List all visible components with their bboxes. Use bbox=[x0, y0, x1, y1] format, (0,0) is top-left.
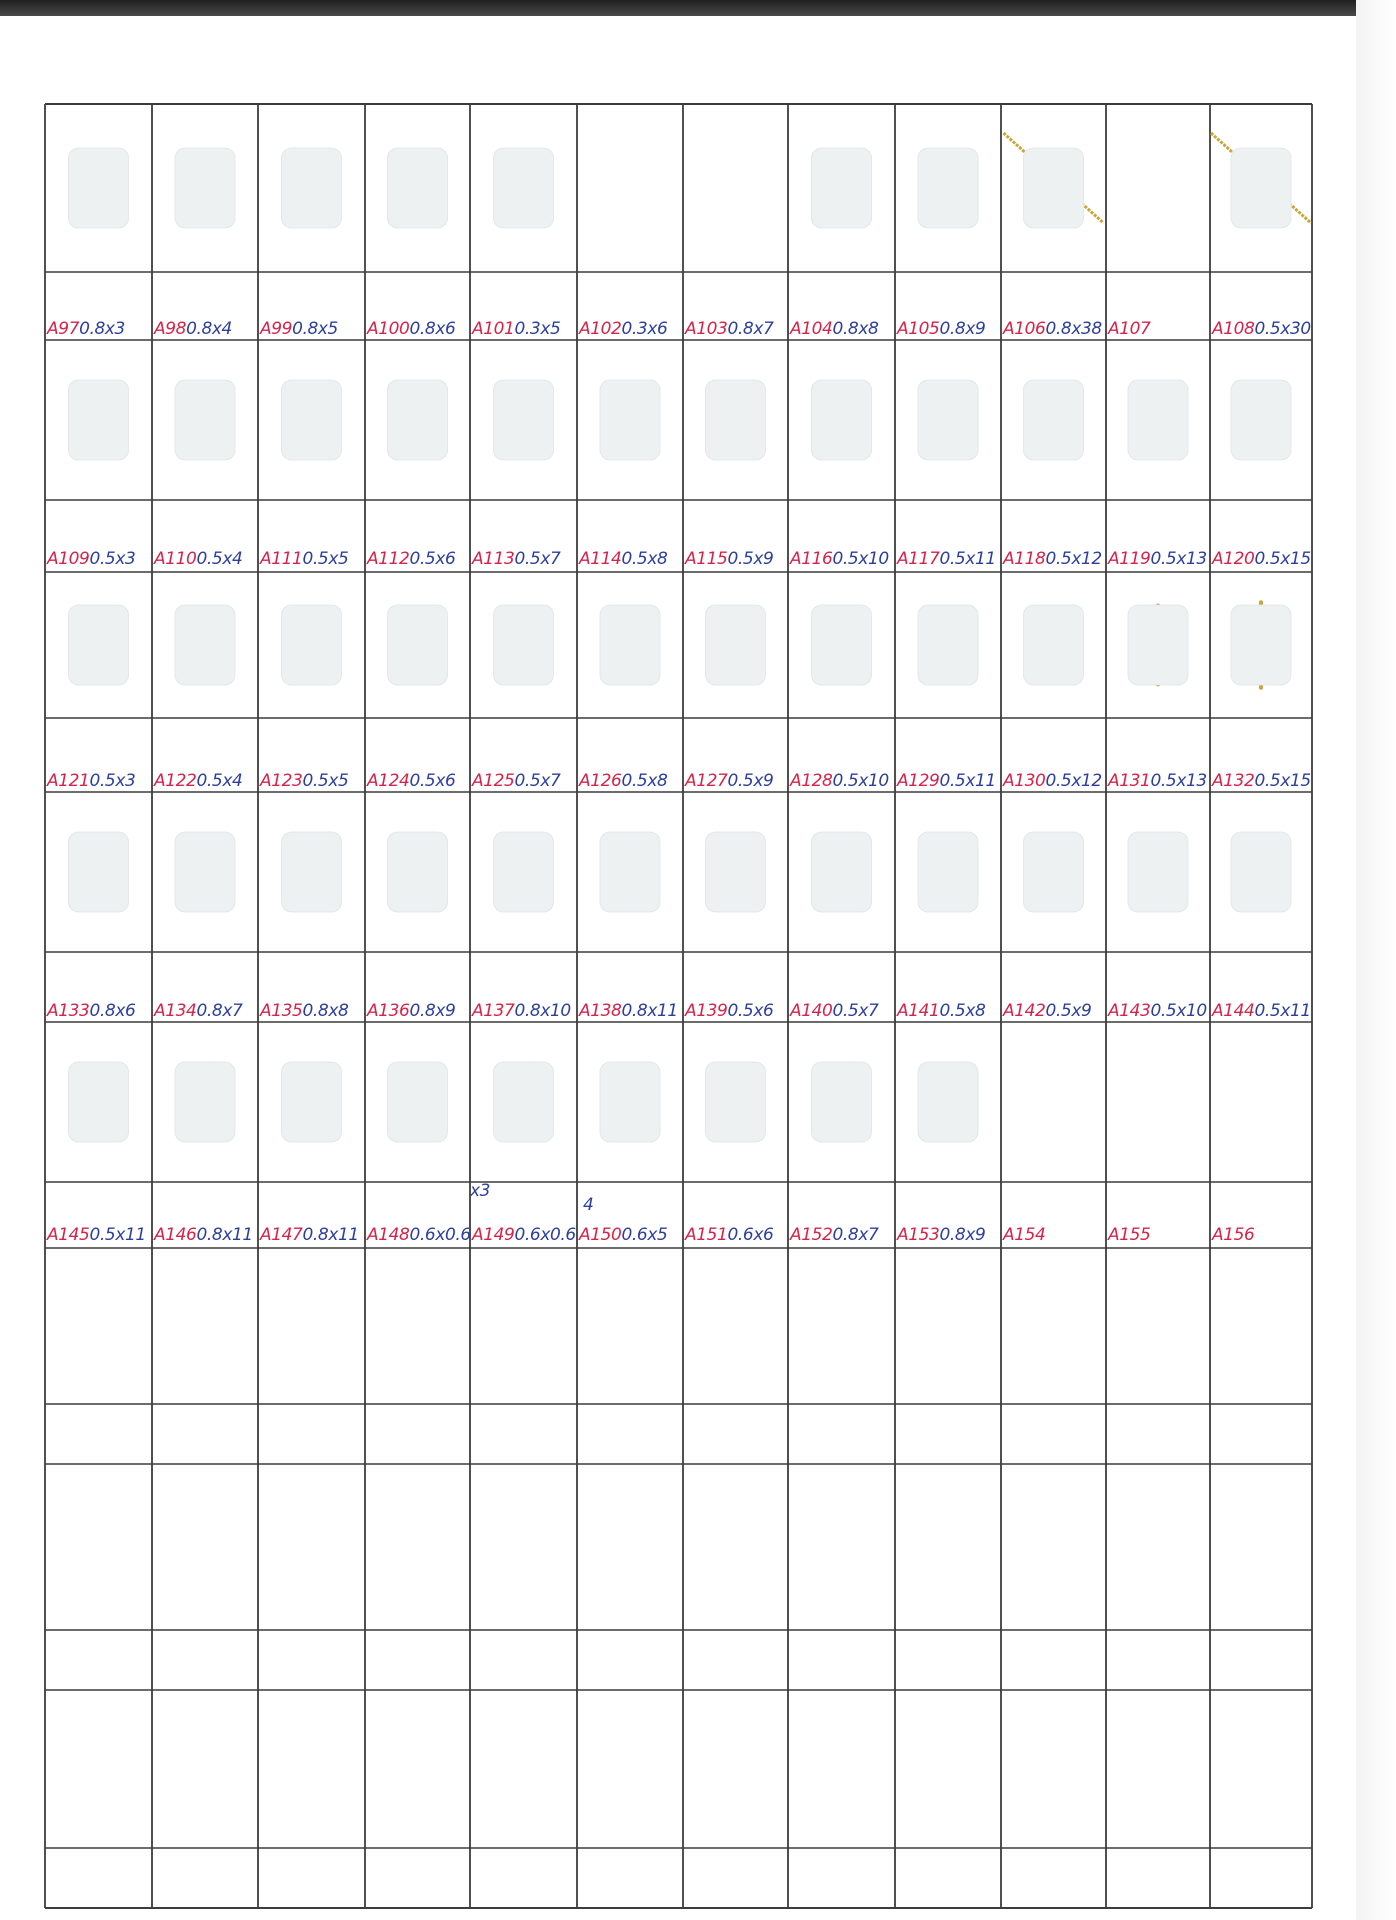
label-size: 0.5x9 bbox=[727, 549, 774, 569]
label-size: 0.5x11 bbox=[1254, 1001, 1311, 1021]
label-note: x3 bbox=[470, 1181, 491, 1201]
label-code: A140 bbox=[790, 1001, 833, 1021]
label-size: 0.5x8 bbox=[621, 771, 668, 791]
tape-piece bbox=[175, 832, 235, 912]
tape-piece bbox=[1231, 380, 1291, 460]
label-code: A151 bbox=[685, 1225, 728, 1245]
label-size: 0.6x0.6 bbox=[514, 1225, 576, 1245]
cell-label bbox=[153, 1001, 243, 1021]
cell-label bbox=[1107, 319, 1151, 339]
label-code: A113 bbox=[472, 549, 515, 569]
label-code: A142 bbox=[1003, 1001, 1046, 1021]
label-size: 0.8x6 bbox=[89, 1001, 136, 1021]
label-code: A137 bbox=[472, 1001, 515, 1021]
label-code: A132 bbox=[1212, 771, 1255, 791]
cell-label bbox=[1002, 319, 1102, 339]
label-code: A145 bbox=[47, 1225, 90, 1245]
label-row bbox=[46, 319, 1311, 1245]
label-size: 0.8x7 bbox=[832, 1225, 879, 1245]
tape-piece bbox=[600, 832, 660, 912]
cell-label bbox=[471, 549, 561, 569]
label-size: 0.5x10 bbox=[832, 549, 889, 569]
label-code: A114 bbox=[579, 549, 622, 569]
tape-piece bbox=[600, 1062, 660, 1142]
tape-piece bbox=[918, 148, 978, 228]
label-size: 0.5x11 bbox=[939, 549, 996, 569]
tape-piece bbox=[388, 148, 448, 228]
label-size: 0.5x3 bbox=[89, 771, 136, 791]
tape-piece bbox=[1128, 380, 1188, 460]
label-code: A115 bbox=[685, 549, 728, 569]
cell-label bbox=[684, 771, 773, 791]
tape-piece bbox=[600, 605, 660, 685]
cell-label bbox=[1107, 549, 1207, 569]
tape-piece bbox=[494, 1062, 554, 1142]
label-size: 0.8x9 bbox=[409, 1001, 456, 1021]
cell-label bbox=[1107, 771, 1207, 791]
cell-label bbox=[259, 549, 348, 569]
cell-label bbox=[366, 319, 456, 339]
tape-piece bbox=[918, 380, 978, 460]
tape-piece bbox=[388, 832, 448, 912]
label-size: 0.5x13 bbox=[1150, 771, 1207, 791]
cell-label bbox=[153, 319, 232, 339]
cell-label bbox=[684, 319, 774, 339]
cell-label bbox=[153, 549, 242, 569]
tape-piece bbox=[1128, 832, 1188, 912]
cell-label bbox=[1211, 1225, 1255, 1245]
label-code: A136 bbox=[367, 1001, 410, 1021]
label-size: 0.8x5 bbox=[292, 319, 338, 339]
label-code: A106 bbox=[1003, 319, 1046, 339]
label-size: 0.6x0.6 bbox=[409, 1225, 471, 1245]
label-size: 0.8x11 bbox=[621, 1001, 678, 1021]
tape-piece bbox=[706, 832, 766, 912]
cell-label bbox=[1002, 549, 1102, 569]
tape-piece bbox=[69, 1062, 129, 1142]
cell-label bbox=[578, 1225, 667, 1245]
label-code: A121 bbox=[47, 771, 90, 791]
label-size: 0.5x12 bbox=[1045, 771, 1102, 791]
label-size: 0.5x7 bbox=[514, 771, 561, 791]
tape-piece bbox=[706, 605, 766, 685]
label-size: 0.8x38 bbox=[1045, 319, 1102, 339]
label-size: 0.8x9 bbox=[939, 319, 986, 339]
label-size: 0.5x6 bbox=[409, 771, 456, 791]
label-size: 0.3x5 bbox=[514, 319, 561, 339]
tape-piece bbox=[282, 148, 342, 228]
tape-piece bbox=[282, 605, 342, 685]
label-code: A154 bbox=[1003, 1225, 1046, 1245]
label-size: 0.5x8 bbox=[621, 549, 668, 569]
tape-piece bbox=[706, 380, 766, 460]
cell-label bbox=[1107, 1001, 1207, 1021]
label-code: A129 bbox=[897, 771, 940, 791]
cell-label bbox=[259, 1001, 349, 1021]
cell-label bbox=[578, 1001, 678, 1021]
label-code: A97 bbox=[47, 319, 80, 339]
tape-piece bbox=[175, 605, 235, 685]
cell-label bbox=[684, 1225, 774, 1245]
cell-label bbox=[1002, 771, 1102, 791]
tape-piece bbox=[812, 832, 872, 912]
label-code: A135 bbox=[260, 1001, 303, 1021]
tape-piece bbox=[706, 1062, 766, 1142]
label-code: A139 bbox=[685, 1001, 728, 1021]
cell-label bbox=[896, 549, 996, 569]
label-size: 0.6x6 bbox=[727, 1225, 774, 1245]
cell-label bbox=[789, 771, 889, 791]
cell-label bbox=[896, 1225, 985, 1245]
tape-piece bbox=[918, 1062, 978, 1142]
tape-piece bbox=[1024, 605, 1084, 685]
cell-label bbox=[46, 549, 135, 569]
tape-piece bbox=[918, 832, 978, 912]
tape-piece bbox=[388, 605, 448, 685]
label-code: A107 bbox=[1108, 319, 1151, 339]
cell-label bbox=[1002, 1001, 1091, 1021]
tape-piece bbox=[494, 380, 554, 460]
label-code: A108 bbox=[1212, 319, 1255, 339]
cell-label bbox=[46, 319, 125, 339]
cell-label bbox=[153, 771, 242, 791]
label-code: A143 bbox=[1108, 1001, 1151, 1021]
label-size: 0.5x7 bbox=[514, 549, 561, 569]
label-code: A110 bbox=[154, 549, 197, 569]
cell-label bbox=[471, 771, 561, 791]
cell-label bbox=[789, 549, 889, 569]
label-code: A127 bbox=[685, 771, 728, 791]
label-code: A105 bbox=[897, 319, 940, 339]
cell-label bbox=[1211, 319, 1311, 339]
cell-label bbox=[153, 1225, 253, 1245]
cell-label bbox=[1107, 1225, 1150, 1245]
label-code: A152 bbox=[790, 1225, 833, 1245]
cell-label bbox=[259, 771, 348, 791]
label-code: A123 bbox=[260, 771, 303, 791]
label-code: A125 bbox=[472, 771, 515, 791]
label-size: 0.5x9 bbox=[1045, 1001, 1092, 1021]
tape-piece bbox=[69, 605, 129, 685]
cell-label bbox=[789, 319, 879, 339]
cell-label bbox=[366, 771, 456, 791]
label-size: 0.8x7 bbox=[727, 319, 774, 339]
label-code: A117 bbox=[897, 549, 940, 569]
cell-label bbox=[366, 1225, 471, 1245]
cell-label bbox=[684, 549, 773, 569]
tape-piece bbox=[69, 148, 129, 228]
cell-label bbox=[471, 1001, 571, 1021]
label-size: 0.5x6 bbox=[409, 549, 456, 569]
cell-label bbox=[896, 319, 985, 339]
cell-label bbox=[366, 1001, 455, 1021]
label-size: 0.5x15 bbox=[1254, 549, 1311, 569]
label-size: 0.8x11 bbox=[302, 1225, 359, 1245]
cell-label bbox=[46, 771, 135, 791]
label-size: 0.5x5 bbox=[302, 549, 349, 569]
cell-label bbox=[789, 1001, 879, 1021]
cell-label bbox=[366, 549, 456, 569]
tape-piece bbox=[1024, 832, 1084, 912]
tape-piece bbox=[1024, 148, 1084, 228]
label-code: A116 bbox=[790, 549, 833, 569]
tape-piece bbox=[175, 1062, 235, 1142]
label-code: A149 bbox=[472, 1225, 515, 1245]
label-code: A99 bbox=[260, 319, 293, 339]
tape-piece bbox=[812, 1062, 872, 1142]
label-size: 0.3x6 bbox=[621, 319, 668, 339]
label-size: 0.5x4 bbox=[196, 771, 243, 791]
label-size: 0.5x5 bbox=[302, 771, 349, 791]
label-code: A148 bbox=[367, 1225, 410, 1245]
tape-piece bbox=[69, 832, 129, 912]
label-code: A153 bbox=[897, 1225, 940, 1245]
cell-label bbox=[578, 549, 668, 569]
tape-piece bbox=[388, 380, 448, 460]
cell-label bbox=[896, 1001, 986, 1021]
label-size: 0.5x12 bbox=[1045, 549, 1102, 569]
label-size: 0.8x10 bbox=[514, 1001, 571, 1021]
label-code: A102 bbox=[579, 319, 622, 339]
cell-label bbox=[1211, 771, 1311, 791]
label-code: A141 bbox=[897, 1001, 940, 1021]
label-code: A118 bbox=[1003, 549, 1046, 569]
label-code: A134 bbox=[154, 1001, 197, 1021]
label-size: 0.8x8 bbox=[832, 319, 879, 339]
label-code: A101 bbox=[472, 319, 515, 339]
label-code: A103 bbox=[685, 319, 728, 339]
tape-piece bbox=[1024, 380, 1084, 460]
cell-label bbox=[46, 1225, 146, 1245]
cell-label bbox=[789, 1225, 879, 1245]
cell-label bbox=[259, 319, 338, 339]
cell-label bbox=[1002, 1225, 1045, 1245]
label-code: A144 bbox=[1212, 1001, 1255, 1021]
cell-label bbox=[259, 1225, 359, 1245]
tape-piece bbox=[1231, 605, 1291, 685]
label-code: A131 bbox=[1108, 771, 1151, 791]
label-size: 0.5x11 bbox=[89, 1225, 146, 1245]
tape-piece bbox=[282, 1062, 342, 1142]
label-size: 0.5x11 bbox=[939, 771, 996, 791]
label-code: A128 bbox=[790, 771, 833, 791]
tape-piece bbox=[1128, 605, 1188, 685]
tape-piece bbox=[1231, 832, 1291, 912]
cell-label bbox=[578, 771, 668, 791]
label-code: A120 bbox=[1212, 549, 1255, 569]
label-size: 0.5x6 bbox=[727, 1001, 774, 1021]
tape-piece bbox=[812, 605, 872, 685]
label-size: 0.8x4 bbox=[186, 319, 232, 339]
label-code: A98 bbox=[154, 319, 187, 339]
label-size: 0.5x8 bbox=[939, 1001, 986, 1021]
label-size: 0.5x13 bbox=[1150, 549, 1207, 569]
label-size: 0.8x8 bbox=[302, 1001, 349, 1021]
label-size: 0.5x30 bbox=[1254, 319, 1311, 339]
cell-label bbox=[578, 319, 668, 339]
label-size: 0.5x3 bbox=[89, 549, 136, 569]
tape-piece bbox=[175, 380, 235, 460]
label-size: 0.5x10 bbox=[1150, 1001, 1207, 1021]
label-code: A138 bbox=[579, 1001, 622, 1021]
label-size: 0.8x7 bbox=[196, 1001, 243, 1021]
tape-piece bbox=[494, 605, 554, 685]
label-note: 4 bbox=[583, 1195, 594, 1215]
label-size: 0.5x4 bbox=[196, 549, 243, 569]
tape-piece bbox=[282, 380, 342, 460]
cell-label bbox=[1211, 549, 1311, 569]
tape-piece bbox=[282, 832, 342, 912]
tape-piece bbox=[1231, 148, 1291, 228]
label-code: A150 bbox=[579, 1225, 622, 1245]
label-code: A122 bbox=[154, 771, 197, 791]
cell-label bbox=[1211, 1001, 1311, 1021]
label-code: A119 bbox=[1108, 549, 1151, 569]
tape-piece bbox=[812, 380, 872, 460]
label-code: A112 bbox=[367, 549, 410, 569]
label-code: A147 bbox=[260, 1225, 303, 1245]
tape-piece bbox=[175, 148, 235, 228]
label-size: 0.5x9 bbox=[727, 771, 774, 791]
label-size: 0.8x9 bbox=[939, 1225, 986, 1245]
cell-label bbox=[684, 1001, 774, 1021]
label-size: 0.8x11 bbox=[196, 1225, 253, 1245]
tape-piece bbox=[600, 380, 660, 460]
tape-piece bbox=[812, 148, 872, 228]
tape-piece bbox=[494, 832, 554, 912]
label-code: A155 bbox=[1108, 1225, 1151, 1245]
cell-label bbox=[471, 1225, 576, 1245]
sample-cells bbox=[69, 133, 1312, 1142]
label-code: A146 bbox=[154, 1225, 197, 1245]
tape-piece bbox=[388, 1062, 448, 1142]
label-code: A126 bbox=[579, 771, 622, 791]
cell-label bbox=[471, 319, 560, 339]
label-code: A111 bbox=[260, 549, 303, 569]
label-code: A109 bbox=[47, 549, 90, 569]
label-code: A133 bbox=[47, 1001, 90, 1021]
label-code: A124 bbox=[367, 771, 410, 791]
label-code: A156 bbox=[1212, 1225, 1255, 1245]
label-size: 0.5x15 bbox=[1254, 771, 1311, 791]
label-code: A104 bbox=[790, 319, 833, 339]
tape-piece bbox=[494, 148, 554, 228]
label-size: 0.5x7 bbox=[832, 1001, 879, 1021]
tape-piece bbox=[69, 380, 129, 460]
label-code: A100 bbox=[367, 319, 410, 339]
label-size: 0.8x6 bbox=[409, 319, 456, 339]
label-size: 0.5x10 bbox=[832, 771, 889, 791]
label-size: 0.8x3 bbox=[79, 319, 125, 339]
label-size: 0.6x5 bbox=[621, 1225, 668, 1245]
tape-piece bbox=[918, 605, 978, 685]
cell-label bbox=[896, 771, 996, 791]
cell-label bbox=[46, 1001, 136, 1021]
label-code: A130 bbox=[1003, 771, 1046, 791]
